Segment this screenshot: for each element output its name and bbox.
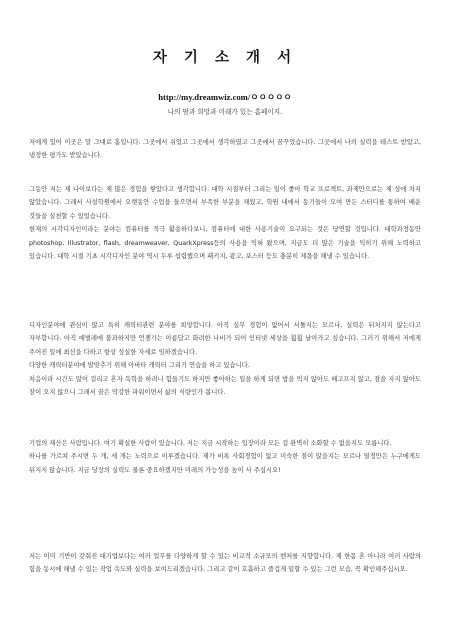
paragraph-commitment (29, 437, 421, 477)
paragraph-line: 다양한 캐릭터분야에 발맞추기 위해 아바타 캐릭터 그리기 연습을 하고 있습니다. (29, 362, 250, 370)
paragraph-line: 현재의 시각디자인이라는 분야는 컴퓨터를 적극 활용하다보니, 컴퓨터에 대한 사용기술이 요구되는 것은 당연할 것입니다. 대학과정동안 photoshop, Illustrator, flash, dreamweaver, QuarkXpress등의 사용을 익혀 왔으며, 지금도 더 많은 기술을 익히기 위해 노력하고 있습니다. 대학 시절 기초 시각디자인 분야 역시 두루 섭렵했으며 패키지, 광고, 포스터 등도 충분히 제몫을 해낼 수 있습니다. (29, 226, 421, 261)
paragraph-experience (29, 183, 421, 263)
homepage-subtitle: 나의 땀과 희망과 미래가 있는 홈페이지. (167, 108, 283, 116)
paragraph-line: 하나를 가르쳐 주시면 두 개, 세 개는 노력으로 이루겠습니다. 제가 비록 사회경험이 없고 미숙한 점이 많을지는 모르나 열정만은 누구에게도 뒤지지 않습니다. 지금 당장의 실력도 물론 중요하겠지만 미래의 가능성을 높이 사 주십시오! (29, 453, 421, 474)
paragraph-closing (29, 550, 421, 577)
paragraph-line: 저에게 있어 이곳은 말 그대로 홈입니다. 그곳에서 쉬었고 그곳에서 생각하였고 그곳에서 꿈꾸었습니다. 그곳에서 나의 실력을 테스트 받았고, 냉정한 평가도 받았습니다. (29, 139, 421, 160)
document-title: 자 기 소 개 서 (152, 49, 298, 66)
paragraph-line: 처음이라 시간도 많이 걸리고 혼자 독학을 하려니 힘들기도 하지만 좋아하는 일을 하게 되면 밥을 먹지 않아도 배고프지 않고, 잠을 자지 않아도 잠이 오지 않으니 그래서 꿈은 막강한 파워이면서 삶의 식량인가 봅니다. (29, 375, 421, 397)
paragraph-line: 디자인분야에 관심이 많고 특히 캐릭터관련 분야를 희망합니다. 아직 실무 경험이 없어서 서툴지는 모르나, 실력은 뒤처지지 않는다고 자부합니다. 아직 애벌레에 불과하지만 언젠가는 아름답고 화려한 나비가 되어 인터넷 세상을 훨훨 날아가고 싶습니다. 그러기 위해서 저에게 주어진 일에 최선을 다하고 항상 성실한 자세로 임하겠습니다. (29, 322, 421, 356)
paragraph-line: 저는 이미 기반이 갖춰진 대기업보다는 여러 업무를 다양하게 할 수 있는 비교적 소규모의 벤처를 지향합니다. 제 한몸 혼 아니라 여러 사람의 힘을 동시에 해낼 수 있는 작업 속도와 실력을 보여드리겠습니다. 그리고 같이 호흡하고 즐겁게 일할 수 있는 그런 모습, 꼭 확인해주십시오. (29, 553, 421, 574)
paragraph-line: 그동안 저는 제 나이보다는 제 많은 경험을 쌓았다고 생각합니다. 대학 시절부터 그리는 일이 좋아 학교 프로젝트, 과제만으로는 제 성에 차지 않았습니다. 그래서 사설학원에서 오랫동안 수업을 들으면서 부족한 부분을 채웠고, 학원 내에서 동기들이 모여 만든 스터디를 통하여 배운 것들을 실천할 수 있었습니다. (29, 186, 421, 220)
paragraph-intro (29, 136, 421, 163)
homepage-url[interactable]: http://my.dreamwiz.com/ㅇㅇㅇㅇㅇ (158, 92, 292, 102)
paragraph-goal (29, 319, 421, 399)
paragraph-line: 기업의 재산은 사람입니다. 여기 확실한 사람이 있습니다. 저는 지금 시작하는 입장이라 모든 걸 완벽히 소화할 수 없을지도 모릅니다. (29, 440, 392, 447)
